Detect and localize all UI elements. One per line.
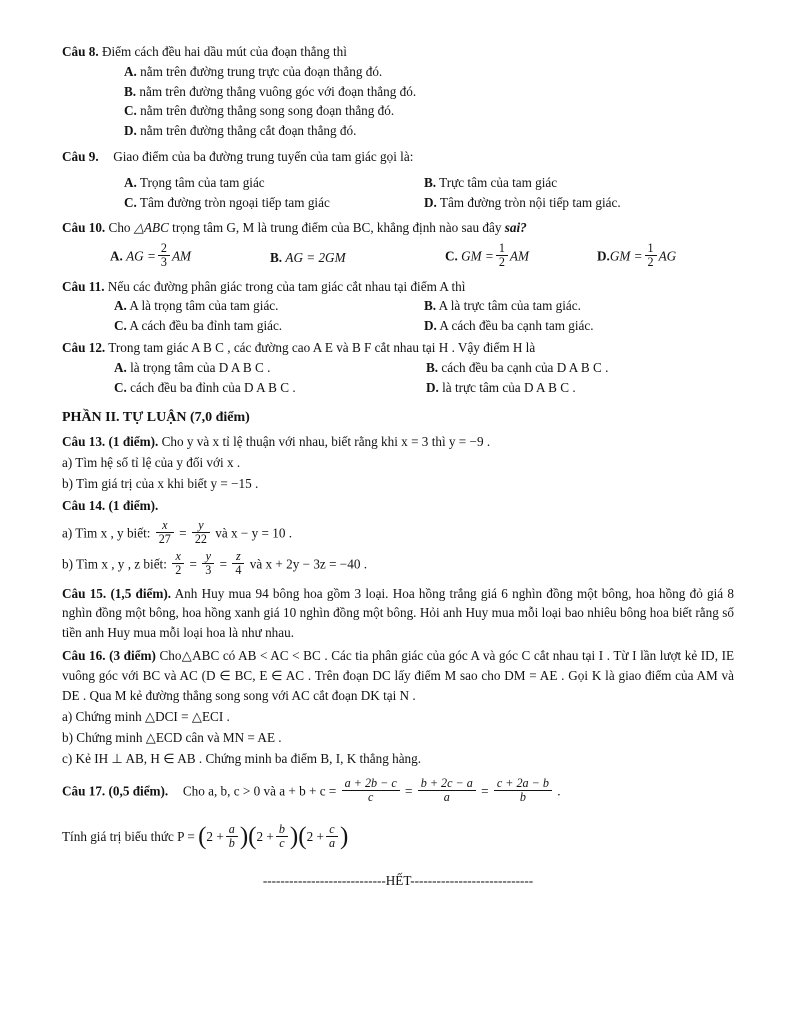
question-17-stem-pre: Cho a, b, c > 0 và a + b + c = bbox=[182, 782, 337, 798]
question-16-part-a-text: a) Chứng minh △DCI = △ECI . bbox=[62, 709, 230, 725]
question-10-label: Câu 10. bbox=[62, 220, 106, 236]
question-14-b-pre: b) Tìm x , y , z biết: bbox=[62, 556, 167, 572]
option-text: là trực tâm của D A B C . bbox=[442, 379, 576, 395]
question-11-options-row-1 bbox=[114, 296, 734, 316]
denominator: 3 bbox=[202, 563, 214, 577]
paren-close-3: ) bbox=[340, 823, 349, 851]
option-text: Trực tâm của tam giác bbox=[439, 174, 558, 190]
option-key: D. bbox=[424, 194, 437, 210]
question-13-stem-text: Cho y và x tỉ lệ thuận với nhau, biết rằng khi x = 3 thì y = −9 . bbox=[161, 434, 491, 450]
numerator: b + 2c − a bbox=[420, 775, 473, 790]
question-8-option-b[interactable] bbox=[124, 82, 734, 102]
question-16 bbox=[62, 646, 734, 705]
denominator: a bbox=[418, 790, 476, 804]
numerator: a bbox=[228, 821, 235, 836]
question-9-options-row-1 bbox=[124, 173, 734, 193]
question-14-a-post: và x − y = 10 . bbox=[215, 524, 293, 540]
question-9-options-row-2 bbox=[124, 193, 734, 213]
numerator: b bbox=[278, 821, 285, 836]
equals-sign-1: = bbox=[189, 556, 197, 572]
question-12-option-d[interactable] bbox=[426, 378, 576, 398]
option-text: là trọng tâm của D A B C . bbox=[130, 359, 271, 375]
question-17-stem-post: . bbox=[557, 782, 561, 798]
question-9-option-a[interactable] bbox=[124, 173, 424, 193]
denominator: b bbox=[494, 790, 552, 804]
numerator: a + 2b − c bbox=[344, 775, 397, 790]
paren-open-1: ( bbox=[198, 823, 207, 851]
paren-close-1: ) bbox=[239, 823, 249, 851]
question-14-label: Câu 14. bbox=[62, 497, 106, 513]
option-key: B. bbox=[270, 249, 283, 265]
term-1-pre: 2 + bbox=[206, 829, 224, 845]
option-text: A là trực tâm của tam giác. bbox=[438, 298, 581, 314]
question-12-label: Câu 12. bbox=[62, 340, 106, 356]
option-text: A là trọng tâm của tam giác. bbox=[129, 298, 279, 314]
question-10 bbox=[62, 218, 734, 270]
option-key: C. bbox=[124, 103, 137, 119]
question-8-label: Câu 8. bbox=[62, 44, 99, 59]
question-13-label: Câu 13. bbox=[62, 434, 106, 450]
numerator: y bbox=[205, 549, 211, 564]
option-lhs: AG = bbox=[126, 248, 156, 264]
question-17-expression bbox=[62, 819, 734, 857]
question-12-options-row-2 bbox=[114, 378, 734, 398]
question-10-stem bbox=[62, 218, 734, 238]
numerator: x bbox=[162, 517, 168, 532]
denominator: b bbox=[226, 836, 238, 850]
question-11-label: Câu 11. bbox=[62, 278, 105, 294]
question-8-option-a[interactable] bbox=[124, 62, 734, 82]
option-key: A. bbox=[124, 63, 137, 79]
equals-sign-1: = bbox=[405, 782, 413, 798]
fraction-x-2 bbox=[172, 550, 184, 576]
paren-open-2: ( bbox=[248, 823, 257, 851]
fraction bbox=[645, 242, 657, 268]
question-14-b-post: và x + 2y − 3z = −40 . bbox=[249, 556, 368, 572]
question-13-part-a-text: a) Tìm hệ số tỉ lệ của y đối với x . bbox=[62, 455, 241, 471]
term-3-pre: 2 + bbox=[306, 829, 324, 845]
question-8 bbox=[62, 42, 734, 141]
question-8-stem-text: Điểm cách đều hai dầu mút của đoạn thẳng thì bbox=[101, 44, 347, 59]
question-11-stem bbox=[62, 277, 734, 297]
question-10-option-a[interactable] bbox=[110, 241, 270, 270]
question-9-option-b[interactable] bbox=[424, 173, 557, 193]
option-text: cách đều ba cạnh của D A B C . bbox=[441, 359, 609, 375]
question-17-score: (0,5 điểm). bbox=[108, 782, 169, 798]
question-13-part-b-text: b) Tìm giá trị của x khi biết y = −15 . bbox=[62, 476, 259, 492]
fraction bbox=[496, 242, 508, 268]
question-17-label: Câu 17. bbox=[62, 782, 106, 798]
option-text: A cách đều ba đỉnh tam giác. bbox=[129, 318, 283, 334]
section-2-heading: PHẦN II. TỰ LUẬN (7,0 điểm) bbox=[62, 410, 250, 426]
question-10-option-c[interactable] bbox=[445, 241, 597, 270]
option-rhs: AM bbox=[509, 248, 529, 264]
option-key: D. bbox=[124, 123, 137, 139]
denominator: 2 bbox=[172, 563, 184, 577]
option-lhs: GM = bbox=[609, 248, 643, 264]
option-text: A cách đều ba cạnh tam giác. bbox=[439, 318, 594, 334]
term-2-pre: 2 + bbox=[256, 829, 274, 845]
question-13-part-a bbox=[62, 453, 734, 473]
question-10-stem-bold: sai? bbox=[504, 220, 527, 236]
option-text: nằm trên đường thẳng cắt đoạn thẳng đó. bbox=[140, 123, 357, 139]
question-14-part-b bbox=[62, 549, 734, 578]
question-9-option-d[interactable] bbox=[424, 193, 621, 213]
fraction-z-4 bbox=[232, 550, 244, 576]
option-rhs: AM bbox=[171, 248, 192, 264]
option-text: nằm trên đường thẳng vuông góc với đoạn thẳng đó. bbox=[139, 83, 417, 99]
question-16-part-c bbox=[62, 749, 734, 769]
question-9-stem bbox=[62, 147, 734, 167]
question-9-option-c[interactable] bbox=[124, 193, 424, 213]
option-key: B. bbox=[124, 83, 137, 99]
denominator: 3 bbox=[158, 255, 170, 269]
question-13 bbox=[62, 432, 734, 493]
question-11 bbox=[62, 277, 734, 336]
fraction bbox=[158, 242, 170, 268]
question-11-option-c[interactable] bbox=[114, 316, 424, 336]
question-11-option-b[interactable] bbox=[424, 296, 581, 316]
question-16-part-b bbox=[62, 728, 734, 748]
question-14-stem bbox=[62, 496, 734, 516]
option-text: cách đều ba đỉnh của D A B C . bbox=[130, 379, 296, 395]
option-key: C. bbox=[114, 379, 127, 395]
fraction-y-3 bbox=[202, 550, 214, 576]
equals-sign-2: = bbox=[481, 782, 489, 798]
option-text: nằm trên đường trung trực của đoạn thẳng đó. bbox=[140, 63, 383, 79]
numerator: y bbox=[198, 517, 204, 532]
paren-close-2: ) bbox=[289, 823, 299, 851]
fraction-b-c bbox=[276, 823, 288, 849]
question-12-stem-text: Trong tam giác A B C , các đường cao A E và B F cắt nhau tại H . Vậy điểm H là bbox=[108, 340, 536, 356]
numerator: c bbox=[329, 821, 335, 836]
fraction-y-22 bbox=[192, 519, 210, 545]
question-16-part-b-text: b) Chứng minh △ECD cân và MN = AE . bbox=[62, 730, 282, 746]
equals-sign: = bbox=[179, 524, 187, 540]
question-12-option-b[interactable] bbox=[426, 358, 608, 378]
fraction-3 bbox=[494, 777, 552, 803]
question-16-label: Câu 16. bbox=[62, 647, 106, 663]
numerator: c + 2a − b bbox=[496, 775, 549, 790]
question-10-option-b[interactable] bbox=[270, 248, 445, 268]
option-text: AG = 2GM bbox=[285, 249, 346, 265]
question-14-score: (1 điểm). bbox=[108, 497, 159, 513]
fraction-a-b bbox=[226, 823, 238, 849]
question-12-options-row-1 bbox=[114, 358, 734, 378]
question-16-score: (3 điểm) bbox=[109, 647, 156, 663]
question-10-triangle: △ABC bbox=[133, 220, 169, 236]
question-9-label: Câu 9. bbox=[62, 148, 99, 164]
option-text: Tâm đường tròn nội tiếp tam giác. bbox=[439, 194, 621, 210]
question-16-part-c-text: c) Kẻ IH ⊥ AB, H ∈ AB . Chứng minh ba điểm B, I, K thẳng hàng. bbox=[62, 750, 422, 766]
question-10-option-d[interactable] bbox=[597, 241, 677, 270]
fraction-1 bbox=[342, 777, 400, 803]
fraction-c-a bbox=[326, 823, 338, 849]
option-key: C. bbox=[124, 194, 137, 210]
denominator: a bbox=[326, 836, 338, 850]
option-key: D. bbox=[597, 248, 610, 264]
question-10-stem-pre: Cho bbox=[108, 220, 134, 236]
denominator: 4 bbox=[232, 563, 244, 577]
numerator: 1 bbox=[498, 241, 505, 256]
question-11-option-d[interactable] bbox=[424, 316, 594, 336]
numerator: x bbox=[175, 549, 181, 564]
question-16-text: Cho△ABC có AB < AC < BC . Các tia phân giác của góc A và góc C cắt nhau tại I . Từ I lần lượt kẻ ID, IE vuông góc với BC và AC (D ∈ BC, E ∈ AC . Trên đoạn DC lấy điểm M sao cho DM = AE . Gọi K là giao điểm của AM và DE . Qua M kẻ đường thẳng song song với AC cắt đoạn DK tại N . bbox=[62, 647, 735, 703]
question-8-stem bbox=[62, 42, 734, 62]
option-key: A. bbox=[124, 174, 137, 190]
fraction-x-27 bbox=[156, 519, 174, 545]
question-14-a-pre: a) Tìm x , y biết: bbox=[62, 524, 151, 540]
option-key: D. bbox=[424, 318, 437, 334]
document-footer: ----------------------------HẾT---------------------------- bbox=[262, 872, 534, 888]
question-12 bbox=[62, 338, 734, 397]
option-key: A. bbox=[114, 298, 127, 314]
equals-sign-2: = bbox=[219, 556, 228, 572]
denominator: 2 bbox=[496, 255, 508, 269]
question-13-part-b bbox=[62, 474, 734, 494]
option-key: B. bbox=[426, 359, 439, 375]
question-15 bbox=[62, 584, 734, 643]
denominator: 2 bbox=[645, 255, 657, 269]
option-text: nằm trên đường thẳng song song đoạn thẳng đó. bbox=[140, 103, 395, 119]
question-17 bbox=[62, 775, 734, 857]
numerator: 1 bbox=[647, 241, 654, 256]
denominator: 27 bbox=[156, 532, 174, 546]
question-14-part-a bbox=[62, 517, 734, 547]
denominator: c bbox=[276, 836, 288, 850]
denominator: 22 bbox=[192, 532, 210, 546]
question-9-stem-text: Giao điểm của ba đường trung tuyến của tam giác gọi là: bbox=[113, 148, 414, 164]
paren-open-3: ( bbox=[298, 823, 307, 851]
question-11-option-a[interactable] bbox=[114, 296, 424, 316]
question-11-options-row-2 bbox=[114, 316, 734, 336]
question-13-stem bbox=[62, 432, 734, 452]
option-key: A. bbox=[110, 248, 123, 264]
question-15-score: (1,5 điểm). bbox=[110, 585, 172, 601]
option-key: B. bbox=[424, 298, 437, 314]
question-10-options bbox=[110, 241, 734, 270]
option-key: C. bbox=[445, 248, 458, 264]
question-11-stem-text: Nếu các đường phân giác trong của tam giác cắt nhau tại điểm A thì bbox=[107, 278, 466, 294]
question-17-calc-pre: Tính giá trị biểu thức P = bbox=[62, 829, 195, 845]
option-rhs: AG bbox=[658, 248, 677, 264]
question-17-stem bbox=[62, 775, 734, 805]
option-lhs: GM = bbox=[461, 248, 494, 264]
option-text: Tâm đường tròn ngoại tiếp tam giác bbox=[139, 194, 330, 210]
option-key: B. bbox=[424, 174, 437, 190]
option-text: Trọng tâm của tam giác bbox=[139, 174, 265, 190]
question-12-stem bbox=[62, 338, 734, 358]
numerator: z bbox=[236, 549, 241, 564]
numerator: 2 bbox=[160, 241, 167, 256]
question-15-text: Anh Huy mua 94 bông hoa gồm 3 loại. Hoa hồng trắng giá 6 nghìn đồng một bông, hoa hồng đỏ giá 8 nghìn đồng một bông, hoa hồng xanh giá 10 nghìn đồng một bông. Hỏi anh Huy mua mỗi loại bao nhiêu bông hoa biết rằng số tiền anh Huy mua mỗi loại hoa là như nhau. bbox=[62, 585, 734, 641]
denominator: c bbox=[342, 790, 400, 804]
fraction-2 bbox=[418, 777, 476, 803]
question-8-option-c[interactable] bbox=[124, 101, 734, 121]
question-15-label: Câu 15. bbox=[62, 585, 107, 601]
question-8-option-d[interactable] bbox=[124, 121, 734, 141]
question-16-part-a bbox=[62, 707, 734, 727]
option-key: C. bbox=[114, 318, 127, 334]
question-13-score: (1 điểm). bbox=[108, 434, 159, 450]
option-key: A. bbox=[114, 359, 127, 375]
question-9 bbox=[62, 147, 734, 212]
question-10-stem-post: trọng tâm G, M là trung điểm của BC, khẳng định nào sau đây bbox=[168, 220, 505, 236]
option-key: D. bbox=[426, 379, 439, 395]
question-12-option-a[interactable] bbox=[114, 358, 426, 378]
question-14 bbox=[62, 496, 734, 579]
question-12-option-c[interactable] bbox=[114, 378, 426, 398]
